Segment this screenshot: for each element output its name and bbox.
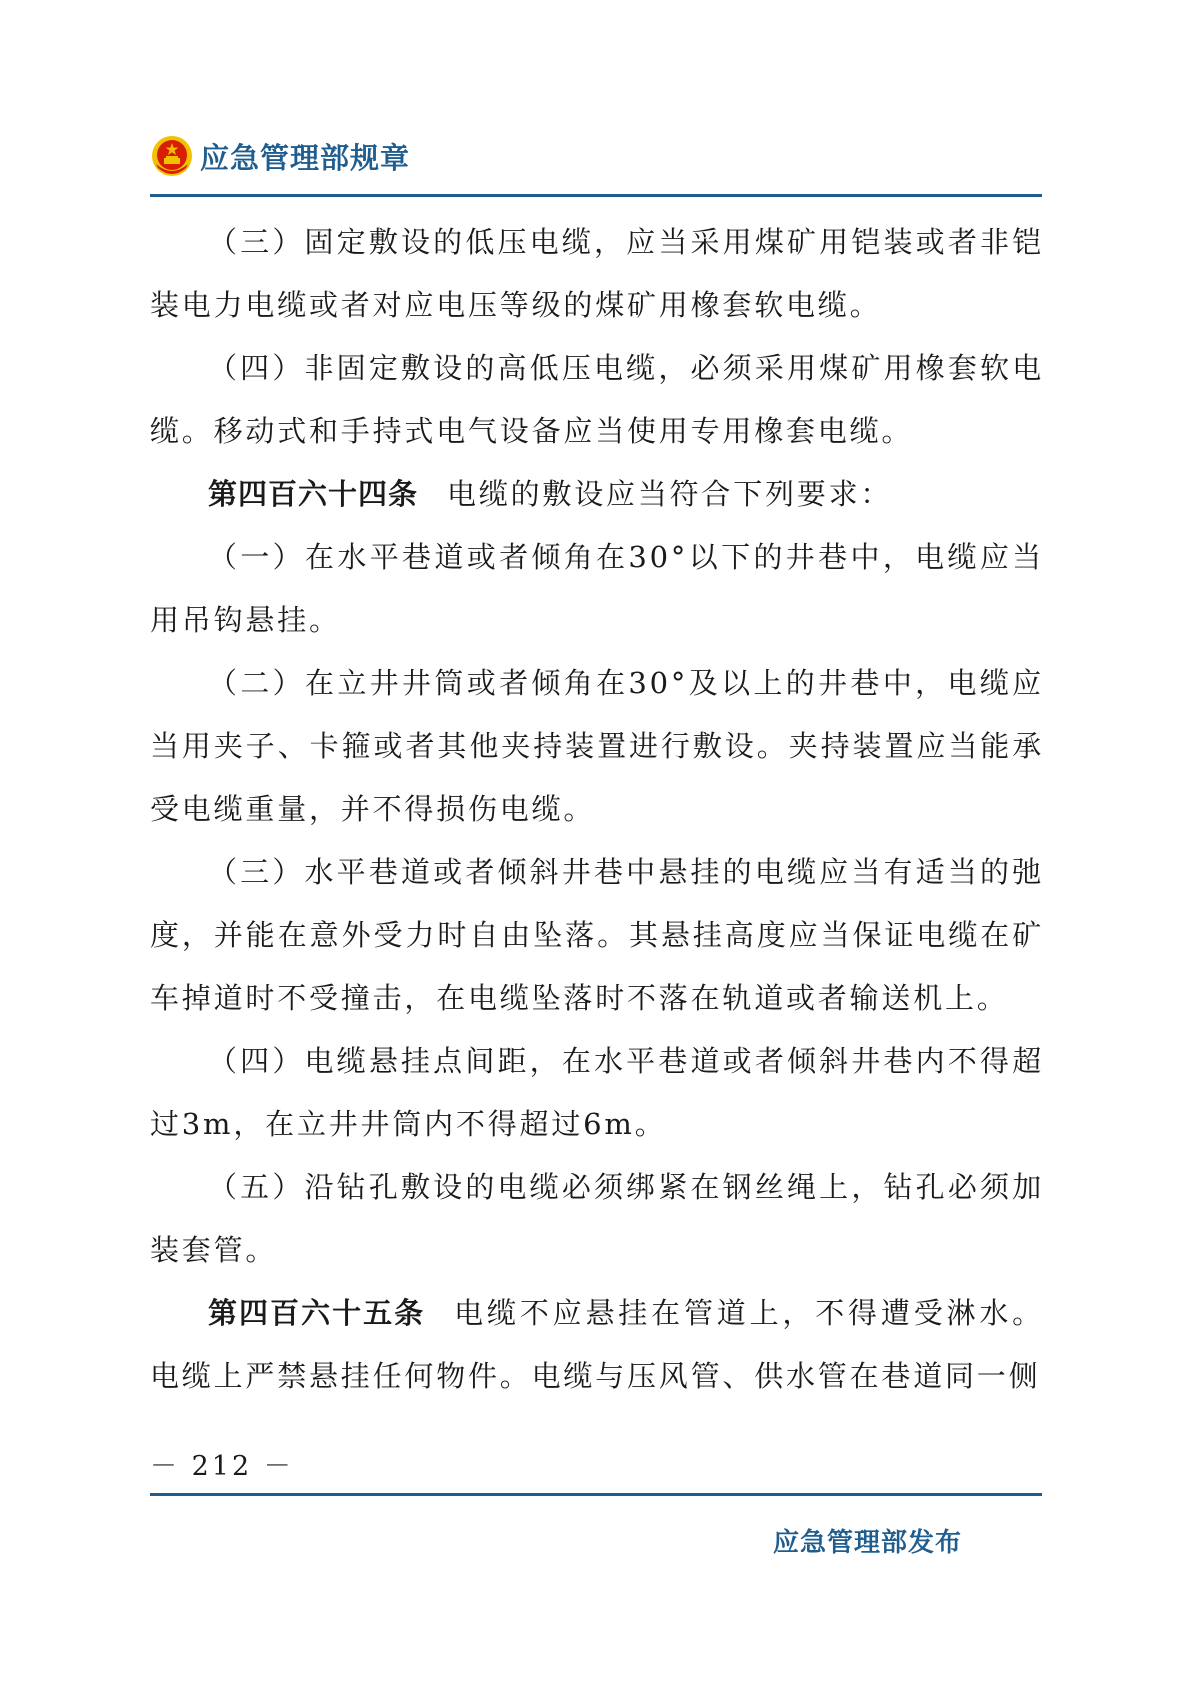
paragraph-text: （一）在水平巷道或者倾角在30°以下的井巷中，电缆应当用吊钩悬挂。 — [150, 540, 1044, 637]
paragraph — [150, 463, 1044, 526]
paragraph-text: （三）水平巷道或者倾斜井巷中悬挂的电缆应当有适当的弛度，并能在意外受力时自由坠落。其悬挂高度应当保证电缆在矿车掉道时不受撞击，在电缆坠落时不落在轨道或者输送机上。 — [150, 855, 1044, 1015]
page-header — [150, 128, 410, 184]
paragraph — [150, 337, 1044, 463]
paragraph-text: （五）沿钻孔敷设的电缆必须绑紧在钢丝绳上，钻孔必须加装套管。 — [150, 1170, 1044, 1267]
paragraph-text: （四）电缆悬挂点间距，在水平巷道或者倾斜井巷内不得超过3m，在立井井筒内不得超过6m。 — [150, 1044, 1044, 1141]
paragraph — [150, 652, 1044, 841]
paragraph — [150, 1030, 1044, 1156]
paragraph-text: （二）在立井井筒或者倾角在30°及以上的井巷中，电缆应当用夹子、卡箍或者其他夹持装置进行敷设。夹持装置应当能承受电缆重量，并不得损伤电缆。 — [150, 666, 1044, 826]
paragraph-text: 电缆的敷设应当符合下列要求： — [447, 477, 893, 511]
paragraph — [150, 526, 1044, 652]
header-divider — [150, 194, 1042, 197]
paragraph-text: （三）固定敷设的低压电缆，应当采用煤矿用铠装或者非铠装电力电缆或者对应电压等级的煤矿用橡套软电缆。 — [150, 225, 1044, 322]
paragraph — [150, 1282, 1044, 1408]
article-number: 第四百六十五条 — [208, 1296, 426, 1330]
document-body — [150, 211, 1044, 1408]
paragraph — [150, 211, 1044, 337]
paragraph — [150, 1156, 1044, 1282]
paragraph-text: 电缆不应悬挂在管道上，不得遭受淋水。电缆上严禁悬挂任何物件。电缆与压风管、供水管在巷道同一侧 — [150, 1296, 1044, 1393]
footer-publisher: 应急管理部发布 — [773, 1528, 963, 1558]
footer-divider — [150, 1493, 1042, 1496]
header-title: 应急管理部规章 — [200, 140, 411, 175]
paragraph-text: （四）非固定敷设的高低压电缆，必须采用煤矿用橡套软电缆。移动式和手持式电气设备应当使用专用橡套电缆。 — [150, 351, 1044, 448]
paragraph — [150, 841, 1044, 1030]
national-emblem-icon — [150, 134, 194, 178]
page-number: － 212 － — [150, 1451, 294, 1482]
article-number: 第四百六十四条 — [208, 477, 419, 511]
